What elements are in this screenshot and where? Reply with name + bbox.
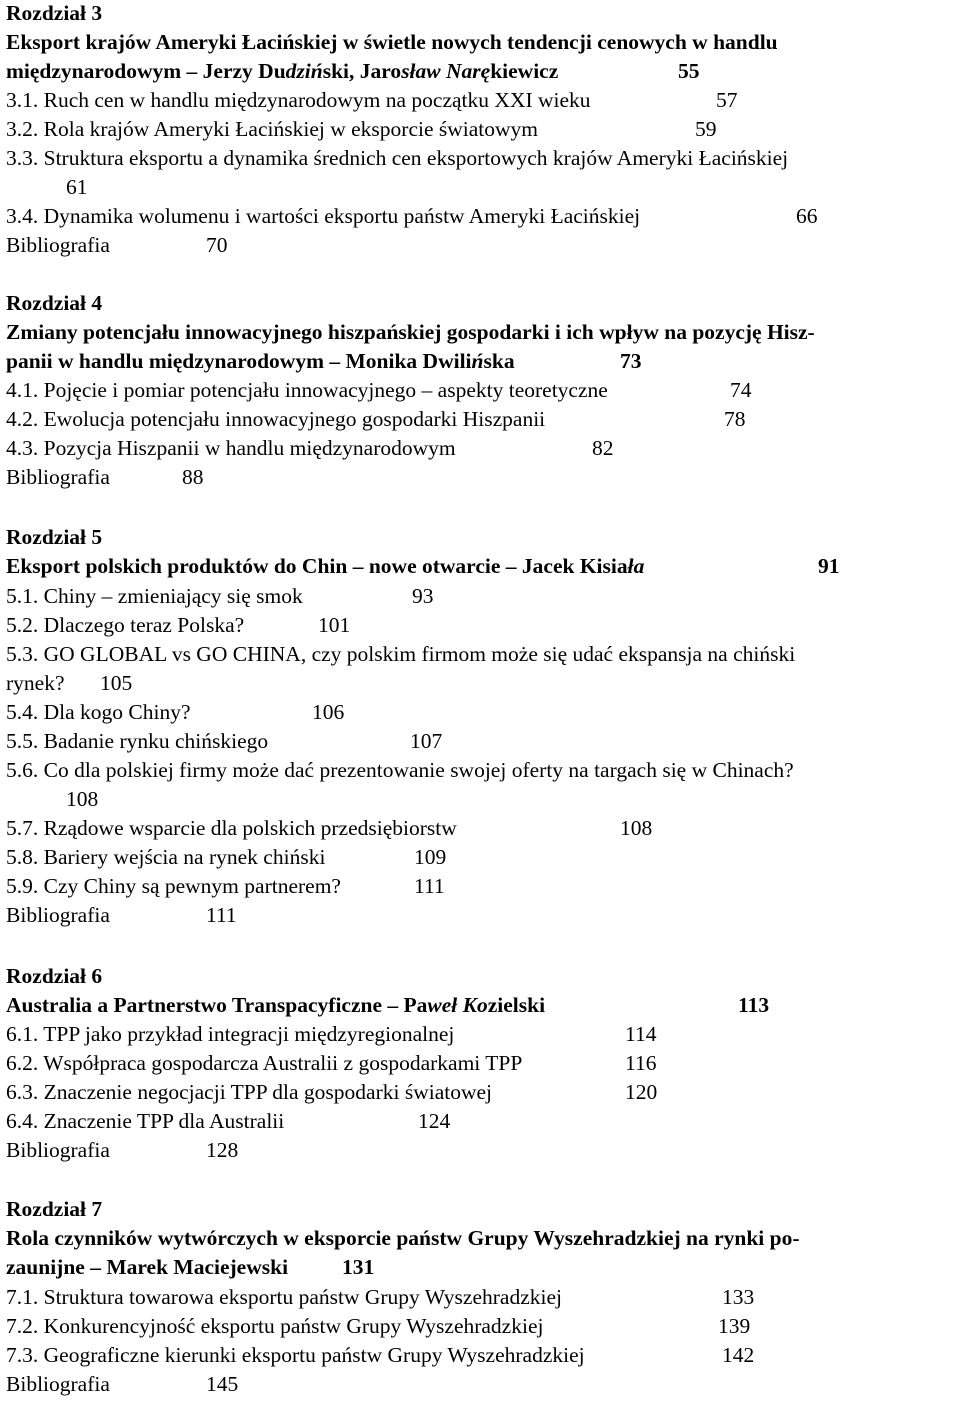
chapter-7-title-line-1: Rola czynników wytwórczych w eksporcie państw Grupy Wyszehradzkiej na rynki po- [6, 1226, 800, 1250]
chapter-4-heading: Rozdział 4 [6, 291, 103, 315]
toc-bibliography: Bibliografia [6, 1138, 110, 1162]
toc-entry: 4.3. Pozycja Hiszpanii w handlu międzynarodowym [6, 436, 456, 460]
toc-entry-page: 116 [625, 1051, 657, 1075]
toc-entry-page: 109 [414, 845, 447, 869]
toc-entry: 5.6. Co dla polskiej firmy może dać prezentowanie swojej oferty na targach się w Chinach? [6, 758, 794, 782]
chapter-3-heading: Rozdział 3 [6, 1, 103, 25]
toc-entry: 5.9. Czy Chiny są pewnym partnerem? [6, 874, 341, 898]
toc-entry-page: 142 [722, 1343, 755, 1367]
toc-entry-page: 61 [66, 175, 88, 199]
toc-entry-page: 88 [182, 465, 204, 489]
toc-bibliography: Bibliografia [6, 465, 110, 489]
toc-entry-page: 107 [410, 729, 443, 753]
toc-entry-page: 108 [620, 816, 653, 840]
toc-entry: 5.7. Rządowe wsparcie dla polskich przedsiębiorstw [6, 816, 457, 840]
chapter-5-heading: Rozdział 5 [6, 525, 103, 549]
toc-bibliography: Bibliografia [6, 1372, 110, 1396]
toc-entry: 7.3. Geograficzne kierunki eksportu państw Grupy Wyszehradzkiej [6, 1343, 585, 1367]
toc-entry: 5.2. Dlaczego teraz Polska? [6, 613, 245, 637]
toc-entry-page: 108 [66, 787, 99, 811]
chapter-3-title-line-1: Eksport krajów Ameryki Łacińskiej w świetle nowych tendencji cenowych w handlu [6, 30, 778, 54]
toc-entry: 5.5. Badanie rynku chińskiego [6, 729, 269, 753]
toc-entry-page: 111 [414, 874, 445, 898]
toc-entry: 4.1. Pojęcie i pomiar potencjału innowacyjnego – aspekty teoretyczne [6, 378, 608, 402]
toc-entry-page: 105 [100, 671, 133, 695]
toc-entry-page: 114 [625, 1022, 657, 1046]
chapter-6-title-line-1: Australia a Partnerstwo Transpacyficzne – Paweł Kozielski [6, 993, 546, 1017]
toc-entry-page: 139 [718, 1314, 751, 1338]
chapter-6-title-page: 113 [738, 993, 770, 1017]
chapter-3-title-line-2: międzynarodowym – Jerzy Dudziński, Jarosław Narękiewicz [6, 59, 559, 83]
toc-entry-page: 133 [722, 1285, 755, 1309]
toc-entry-page: 101 [318, 613, 351, 637]
toc-entry-page: 82 [592, 436, 614, 460]
toc-entry: 6.4. Znaczenie TPP dla Australii [6, 1109, 285, 1133]
chapter-7-title-page: 131 [342, 1255, 375, 1279]
toc-bibliography: Bibliografia [6, 233, 110, 257]
toc-bibliography: Bibliografia [6, 903, 110, 927]
toc-entry-page: 145 [206, 1372, 239, 1396]
toc-entry: 6.1. TPP jako przykład integracji międzyregionalnej [6, 1022, 455, 1046]
toc-entry: 6.2. Współpraca gospodarcza Australii z gospodarkami TPP [6, 1051, 523, 1075]
chapter-7-title-line-2: zaunijne – Marek Maciejewski [6, 1255, 289, 1279]
toc-entry: 6.3. Znaczenie negocjacji TPP dla gospodarki światowej [6, 1080, 493, 1104]
chapter-4-title-line-2: panii w handlu międzynarodowym – Monika Dwilińska [6, 349, 515, 373]
toc-entry: 5.1. Chiny – zmieniający się smok [6, 584, 303, 608]
chapter-6-heading: Rozdział 6 [6, 964, 103, 988]
chapter-3-title-page: 55 [678, 59, 700, 83]
toc-entry-page: 59 [695, 117, 717, 141]
toc-entry-page: 93 [412, 584, 434, 608]
chapter-5-title-page: 91 [818, 554, 840, 578]
toc-entry: 3.1. Ruch cen w handlu międzynarodowym na początku XXI wieku [6, 88, 591, 112]
toc-entry-page: 120 [625, 1080, 658, 1104]
toc-entry: 3.2. Rola krajów Ameryki Łacińskiej w eksporcie światowym [6, 117, 539, 141]
toc-entry-page: 78 [724, 407, 746, 431]
toc-entry-page: 66 [796, 204, 818, 228]
toc-entry: 3.4. Dynamika wolumenu i wartości eksportu państw Ameryki Łacińskiej [6, 204, 641, 228]
toc-entry: 5.4. Dla kogo Chiny? [6, 700, 191, 724]
toc-entry: 4.2. Ewolucja potencjału innowacyjnego gospodarki Hiszpanii [6, 407, 546, 431]
chapter-7-heading: Rozdział 7 [6, 1197, 103, 1221]
chapter-4-title-line-1: Zmiany potencjału innowacyjnego hiszpańskiej gospodarki i ich wpływ na pozycję Hisz- [6, 320, 815, 344]
toc-entry: 7.1. Struktura towarowa eksportu państw Grupy Wyszehradzkiej [6, 1285, 562, 1309]
toc-entry-page: 128 [206, 1138, 239, 1162]
toc-entry-continuation: rynek? [6, 671, 65, 695]
toc-entry: 3.3. Struktura eksportu a dynamika średnich cen eksportowych krajów Ameryki Łacińskiej [6, 146, 789, 170]
chapter-4-title-page: 73 [620, 349, 642, 373]
toc-entry-page: 70 [206, 233, 228, 257]
toc-entry: 5.8. Bariery wejścia na rynek chiński [6, 845, 326, 869]
toc-entry-page: 124 [418, 1109, 451, 1133]
toc-entry-page: 57 [716, 88, 738, 112]
toc-entry: 7.2. Konkurencyjność eksportu państw Grupy Wyszehradzkiej [6, 1314, 544, 1338]
toc-entry-page: 74 [730, 378, 752, 402]
toc-entry: 5.3. GO GLOBAL vs GO CHINA, czy polskim firmom może się udać ekspansja na chiński [6, 642, 796, 666]
toc-entry-page: 106 [312, 700, 345, 724]
toc-entry-page: 111 [206, 903, 237, 927]
chapter-5-title-line-1: Eksport polskich produktów do Chin – nowe otwarcie – Jacek Kisiała [6, 554, 645, 578]
